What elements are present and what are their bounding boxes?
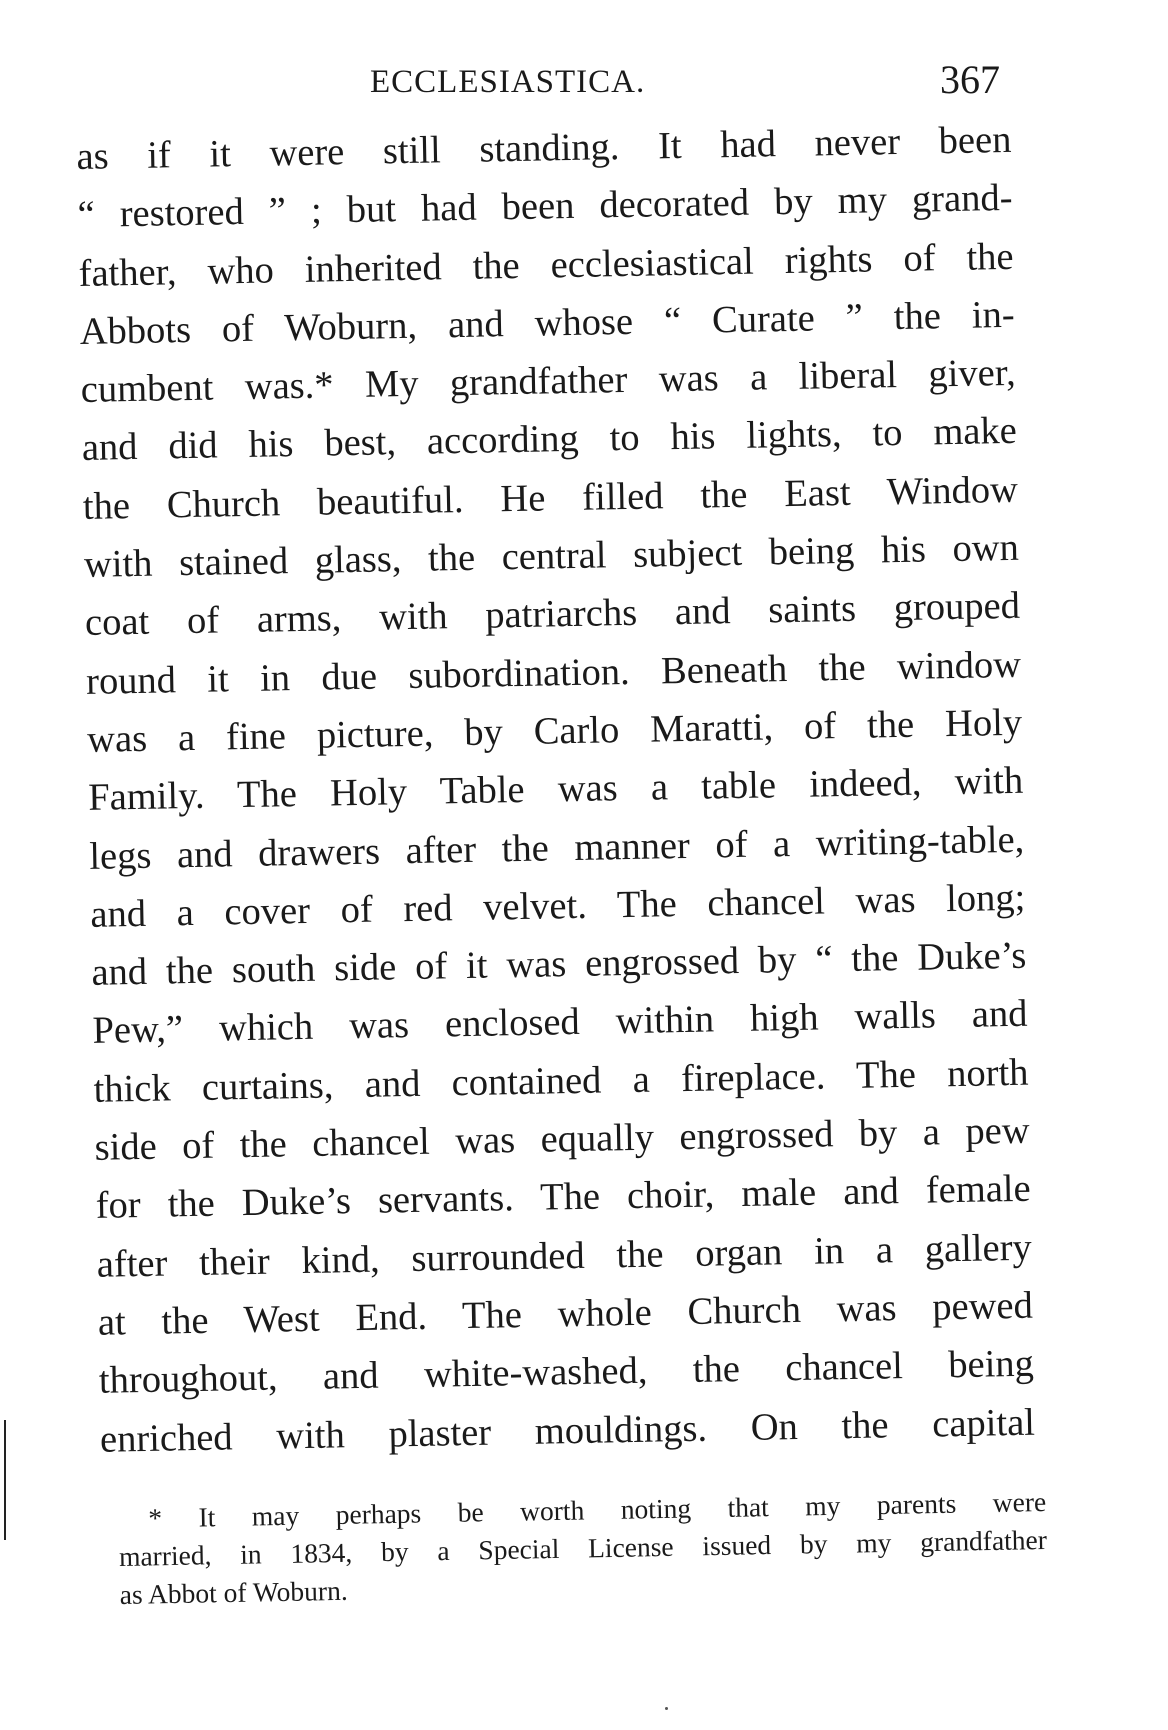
footnote-line: married, in 1834, by a Special License issued by my grandfather (118, 1523, 1048, 1572)
body-text (76, 110, 1080, 1469)
footnote-line: as Abbot of Woburn. (119, 1574, 348, 1610)
text-line: Abbots of Woburn, and whose “ Curate ” the in- (79, 293, 1015, 353)
footnote-line: * It may perhaps be worth noting that my parents were (148, 1485, 1047, 1534)
text-line: round it in due subordination. Beneath the window (85, 643, 1022, 703)
text-line: Pew,” which was enclosed within high walls and (92, 993, 1028, 1053)
text-line: for the Duke’s servants. The choir, male and female (95, 1168, 1031, 1228)
text-line: with stained glass, the central subject being his own (83, 526, 1020, 587)
scan-edge-mark (4, 1420, 6, 1540)
text-line: thick curtains, and contained a fireplace. The north (93, 1051, 1029, 1111)
text-line: cumbent was.* My grandfather was a liberal giver, (80, 352, 1017, 412)
text-line: at the West End. The whole Church was pewed (97, 1284, 1034, 1344)
page-number: 367 (940, 57, 1000, 102)
text-line: father, who inherited the ecclesiastical rights of the (78, 235, 1014, 295)
text-line: after their kind, surrounded the organ in a gallery (96, 1226, 1033, 1286)
text-line: “ restored ” ; but had been decorated by my grand- (77, 177, 1013, 237)
text-line: enriched with plaster mouldings. On the capital (99, 1401, 1036, 1461)
text-line: coat of arms, with patriarchs and saints grouped (84, 585, 1021, 645)
scan-speck (665, 1707, 668, 1710)
footnote (118, 1483, 1070, 1614)
text-line: was a fine picture, by Carlo Maratti, of the Holy (86, 701, 1023, 761)
text-line: as if it were still standing. It had never been (76, 118, 1012, 178)
text-line: and the south side of it was engrossed by “ the Duke’s (91, 934, 1027, 995)
text-line: legs and drawers after the manner of a writing-table, (88, 818, 1025, 878)
text-line: Family. The Holy Table was a table indeed, with (87, 760, 1024, 820)
text-line: and a cover of red velvet. The chancel was long; (90, 876, 1026, 936)
text-line: the Church beautiful. He filled the East Window (82, 468, 1019, 528)
text-line: and did his best, according to his lights, to make (81, 410, 1018, 470)
text-line: side of the chancel was equally engrossed by a pew (94, 1109, 1030, 1169)
running-header: ECCLESIASTICA. (370, 64, 646, 100)
text-line: throughout, and white-washed, the chancel being (98, 1342, 1035, 1403)
